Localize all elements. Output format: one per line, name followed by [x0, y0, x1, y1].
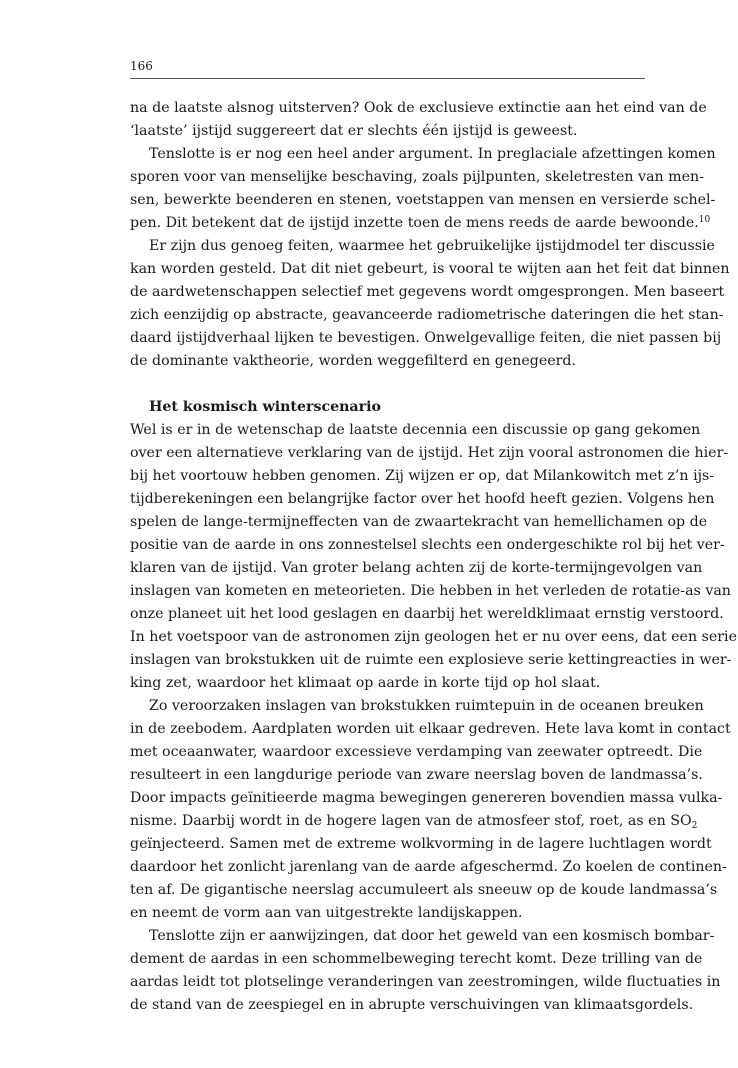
text-line: dement de aardas in een schommelbeweging terecht komt. Deze trilling van de [130, 951, 703, 967]
text-line: spelen de lange-termijneffecten van de zwaartekracht van hemellichamen op de [130, 514, 708, 530]
text-line: de dominante vaktheorie, worden weggefilterd en genegeerd. [130, 353, 576, 369]
body-text [130, 97, 737, 1017]
running-header [130, 58, 645, 79]
text-line: positie van de aarde in ons zonnestelsel slechts een ondergeschikte rol bij het ver- [130, 537, 725, 553]
text-line: Er zijn dus genoeg feiten, waarmee het gebruikelijke ijstijdmodel ter discussie [149, 238, 715, 254]
text-line: pen. Dit betekent dat de ijstijd inzette toen de mens reeds de aarde bewoonde. [130, 215, 699, 231]
paragraph-6 [130, 925, 721, 1017]
text-line: kan worden gesteld. Dat dit niet gebeurt, is vooral te wijten aan het feit dat binnen [130, 261, 730, 277]
text-line: inslagen van kometen en meteorieten. Die hebben in het verleden de rotatie-as van [130, 583, 731, 599]
section-heading: Het kosmisch winterscenario [149, 399, 381, 415]
text-line: onze planeet uit het lood geslagen en daarbij het wereldklimaat ernstig verstoord. [130, 606, 724, 622]
text-line: en neemt de vorm aan van uitgestrekte landijskappen. [130, 905, 523, 921]
paragraph-3 [130, 235, 730, 373]
text-line-with-footnote [130, 212, 711, 235]
text-line: Tenslotte zijn er aanwijzingen, dat door het geweld van een kosmisch bombar- [149, 928, 715, 944]
text-line: sen, bewerkte beenderen en stenen, voetstappen van mensen en versierde schel- [130, 192, 716, 208]
text-line: de aardwetenschappen selectief met gegevens wordt omgesprongen. Men baseert [130, 284, 725, 300]
text-line: Door impacts geïnitieerde magma bewegingen genereren bovendien massa vulka- [130, 790, 723, 806]
text-line: ten af. De gigantische neerslag accumuleert als sneeuw op de koude landmassa’s [130, 882, 718, 898]
footnote-reference: 10 [698, 215, 711, 225]
text-line-with-formula [130, 810, 698, 833]
text-line: daardoor het zonlicht jarenlang van de aarde afgeschermd. Zo koelen de continen- [130, 859, 727, 875]
formula-subscript: 2 [691, 821, 698, 831]
text-line: zich eenzijdig op abstracte, geavanceerde radiometrische dateringen die het stan- [130, 307, 724, 323]
text-line: ‘laatste’ ijstijd suggereert dat er slechts één ijstijd is geweest. [130, 123, 578, 139]
paragraph-1 [130, 97, 707, 143]
text-line: resulteert in een langdurige periode van zware neerslag boven de landmassa’s. [130, 767, 703, 783]
text-line: nisme. Daarbij wordt in de hogere lagen van de atmosfeer stof, roet, as en [130, 813, 671, 829]
text-line: met oceaanwater, waardoor excessieve verdamping van zeewater optreedt. Die [130, 744, 703, 760]
text-line: bij het voortouw hebben genomen. Zij wijzen er op, dat Milankowitch met z’n ijs- [130, 468, 715, 484]
paragraph-2 [130, 143, 716, 235]
text-line: de stand van de zeespiegel en in abrupte verschuivingen van klimaatsgordels. [130, 997, 694, 1013]
text-line: na de laatste alsnog uitsterven? Ook de exclusieve extinctie aan het eind van de [130, 100, 707, 116]
text-line: tijdberekeningen een belangrijke factor over het hoofd heeft gezien. Volgens hen [130, 491, 715, 507]
text-line: sporen voor van menselijke beschaving, zoals pijlpunten, skeletresten van men- [130, 169, 704, 185]
text-line: aardas leidt tot plotselinge veranderingen van zeestromingen, wilde fluctuaties in [130, 974, 721, 990]
text-line: king zet, waardoor het klimaat op aarde in korte tijd op hol slaat. [130, 675, 601, 691]
formula-base: SO [670, 813, 692, 829]
text-line: Tenslotte is er nog een heel ander argument. In preglaciale afzettingen komen [149, 146, 716, 162]
text-line: klaren van de ijstijd. Van groter belang achten zij de korte-termijngevolgen van [130, 560, 703, 576]
chemical-formula [670, 813, 697, 829]
text-line: daard ijstijdverhaal lijken te bevestigen. Onwelgevallige feiten, die niet passen bij [130, 330, 722, 346]
text-line: In het voetspoor van de astronomen zijn geologen het er nu over eens, dat een serie [130, 629, 737, 645]
paragraph-5 [130, 695, 731, 925]
text-line: Wel is er in de wetenschap de laatste decennia een discussie op gang gekomen [130, 422, 701, 438]
text-line: geïnjecteerd. Samen met de extreme wolkvorming in de lagere luchtlagen wordt [130, 836, 712, 852]
text-line: Zo veroorzaken inslagen van brokstukken ruimtepuin in de oceanen breuken [149, 698, 704, 714]
text-line: over een alternatieve verklaring van de ijstijd. Het zijn vooral astronomen die hier- [130, 445, 729, 461]
section-spacer [130, 373, 645, 396]
text-line: in de zeebodem. Aardplaten worden uit elkaar gedreven. Hete lava komt in contact [130, 721, 731, 737]
page-number: 166 [130, 59, 153, 73]
text-line: inslagen van brokstukken uit de ruimte een explosieve serie kettingreacties in wer- [130, 652, 732, 668]
paragraph-4 [130, 419, 737, 695]
